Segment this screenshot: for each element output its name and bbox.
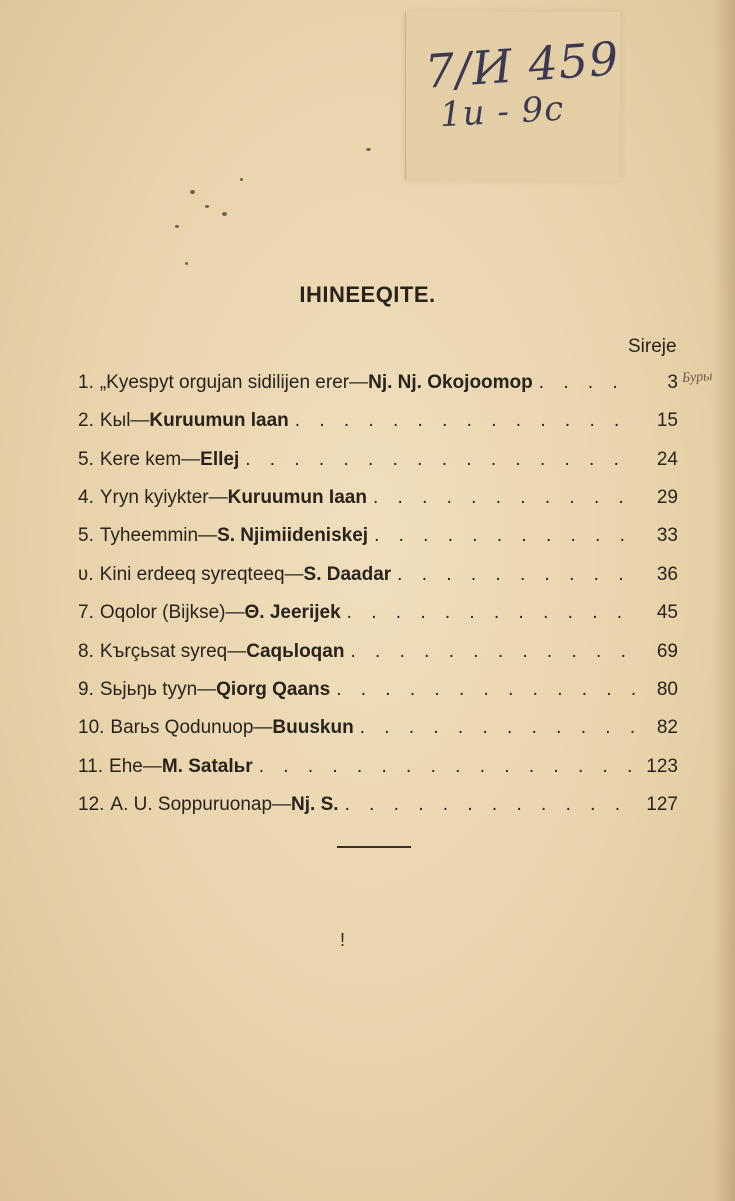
toc-entry [78, 564, 678, 594]
toc-dot-leader [295, 410, 636, 432]
page-mark: ! [340, 930, 346, 950]
toc-entry-title: Kъrçьsat syreq— [99, 641, 247, 662]
toc-entry-author: S. Njimiideniskej [217, 525, 369, 546]
toc-dot-leader [360, 717, 636, 739]
toc-dot-leader [350, 641, 636, 663]
toc-entry [78, 410, 678, 440]
toc-dot-leader [374, 525, 636, 547]
toc-entry-number: ʋ. [78, 564, 94, 585]
margin-annotation: Буры [681, 368, 714, 387]
toc-dot-leader [259, 756, 636, 778]
toc-entry-page: 123 [646, 756, 678, 777]
toc-entry-title: Kini erdeeq syreqteeq— [99, 564, 304, 585]
ink-speck [185, 262, 188, 265]
toc-dot-leader [373, 487, 636, 509]
toc-entry-title: Kere kem— [99, 449, 201, 470]
page-edge-shadow [713, 0, 735, 1201]
toc-entry-page: 15 [656, 410, 678, 431]
toc-entry-author: Θ. Jeerijek [244, 602, 341, 623]
call-number-line-1: 7/И 459 [423, 31, 621, 99]
toc-entry-title: A. U. Soppuruonap— [110, 794, 292, 815]
toc-dot-leader [539, 372, 636, 394]
toc-entry [78, 679, 678, 709]
ink-speck [222, 212, 227, 216]
toc-entry-title: Yryn kyiykter— [99, 487, 228, 508]
toc-entry-page: 33 [656, 525, 678, 546]
toc-entry-title: Kыl— [99, 410, 150, 431]
toc-entry-title: Barьs Qodunuop— [110, 717, 273, 738]
toc-entry-title: Ehe— [109, 756, 162, 777]
toc-entry-page: 127 [646, 794, 678, 815]
toc-entry-page: 36 [656, 564, 678, 585]
call-number-line-2: 1и - 9с [439, 88, 566, 136]
toc-entry [78, 372, 678, 402]
toc-entry-page: 69 [656, 641, 678, 662]
toc-entry-author: Ellej [200, 449, 240, 470]
toc-entry-title: Tyheemmin— [99, 525, 218, 546]
toc-entry [78, 525, 678, 555]
toc-dot-leader [397, 564, 636, 586]
ink-speck [366, 148, 371, 151]
toc-entry-page: 3 [667, 372, 678, 393]
toc-entry-title: „Kyespyt orgujan sidilijen erer— [99, 372, 369, 393]
toc-entry-number: 4. [78, 487, 94, 508]
toc-entry-author: Qiorg Qaans [216, 679, 331, 700]
ink-speck [190, 190, 195, 194]
toc-entry-author: Nj. Nj. Okojoomop [368, 372, 533, 393]
toc-entry-title: Oqolor (Bijkse)— [99, 602, 245, 623]
toc-entry [78, 641, 678, 671]
toc-entry-author: S. Daadar [303, 564, 392, 585]
toc-entry-number: 1. [78, 372, 94, 393]
toc-entry-author: Kuruumun Iaan [227, 487, 367, 508]
toc-entry-number: 5. [78, 449, 94, 470]
toc-entry-author: Nj. S. [291, 794, 339, 815]
toc-entry [78, 756, 678, 786]
ink-speck [205, 205, 209, 208]
ink-speck [175, 225, 179, 228]
toc-entry-author: Kuruumun laan [149, 410, 289, 431]
ink-speck [240, 178, 243, 181]
toc-entry-page: 45 [656, 602, 678, 623]
toc-dot-leader [336, 679, 636, 701]
toc-entry-number: 5. [78, 525, 94, 546]
toc-entry-page: 82 [656, 717, 678, 738]
toc-entry-author: M. Satalьr [161, 756, 253, 777]
toc-entry-number: 12. [78, 794, 105, 815]
toc-entry-number: 10. [78, 717, 105, 738]
toc-entry [78, 449, 678, 479]
toc-entry-number: 11. [78, 756, 104, 777]
toc-entry-author: Buuskun [272, 717, 354, 738]
toc-entry-number: 9. [78, 679, 94, 700]
toc-entry [78, 487, 678, 517]
toc-dot-leader [347, 602, 636, 624]
toc-entry-title: Sьjьŋь tyyn— [99, 679, 217, 700]
toc-entry-author: Caqьloqan [246, 641, 345, 662]
toc-entry-number: 8. [78, 641, 94, 662]
toc-entry [78, 717, 678, 747]
toc-dot-leader [245, 449, 636, 471]
toc-entry-number: 2. [78, 410, 94, 431]
toc-entry-number: 7. [78, 602, 94, 623]
toc-entry-page: 29 [656, 487, 678, 508]
page-title: IHINEEQITE. [299, 282, 436, 307]
toc-entry-page: 24 [656, 449, 678, 470]
toc-entry [78, 602, 678, 632]
toc-entry-page: 80 [656, 679, 678, 700]
page-column-label: Sireje [628, 336, 677, 357]
toc-dot-leader [345, 794, 636, 816]
toc-entry [78, 794, 678, 824]
closing-rule [337, 846, 411, 848]
